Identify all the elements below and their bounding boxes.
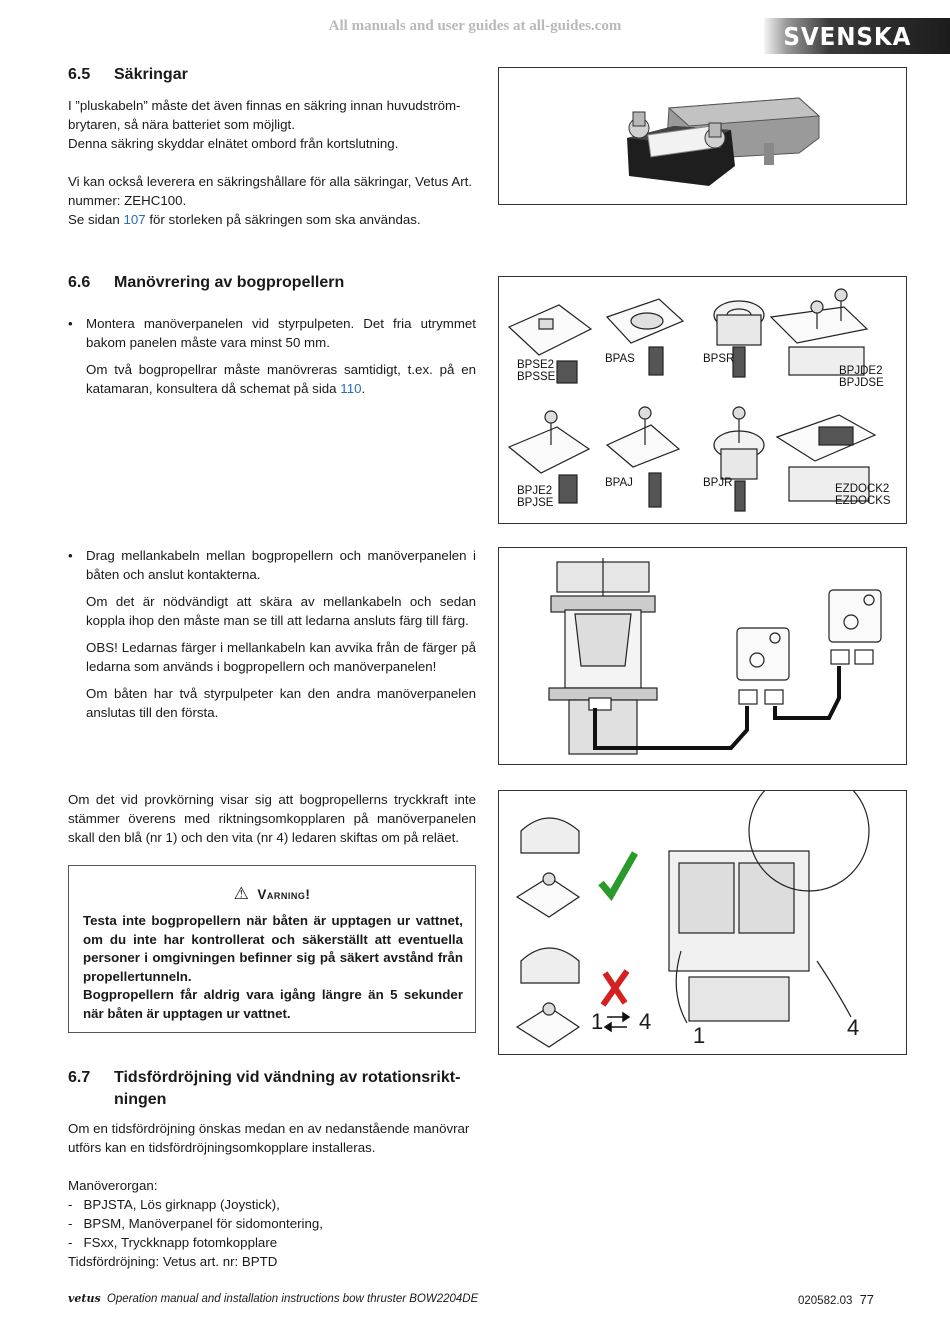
section-6-5-body [68,96,476,229]
bullet-dot: • [68,548,73,563]
list-item: - FSxx, Tryckknapp fotomkopplare [68,1235,278,1250]
bullet-subtext: Om båten har två styrpulpeter kan den andra manöverpanelen anslutas till den första. [86,686,476,720]
section-number: 6.6 [68,274,91,291]
watermark: All manuals and user guides at all-guides.com [328,18,622,34]
cable-connection-figure [498,547,907,765]
panel-label-bpjde: BPJDE2 BPJDSE [839,365,884,389]
section-title: Säkringar [114,66,188,83]
paragraph: Om en tidsfördröjning önskas medan en av nedanstående manövrar utförs kan en tidsfördröjningsomkopplare installeras. [68,1121,470,1155]
check-icon [601,853,635,895]
language-tab: SVENSKA [764,18,950,54]
footer-text: Operation manual and installation instructions bow thruster BOW2204DE [106,1293,479,1305]
section-6-7-heading [68,1067,460,1111]
paragraph: Se sidan 107 för storleken på säkringen som ska användas. [68,212,421,227]
section-6-7-body [68,1119,478,1271]
panel-label-bpaj: BPAJ [605,477,633,489]
panel-label-ezdock: EZDOCK2 EZDOCKS [835,483,891,507]
paragraph: I ”pluskabeln” måste det även finnas en säkring innan huvudström-brytaren, så nära batteriet som möjligt. [68,98,461,132]
list-item: - BPJSTA, Lös girknapp (Joystick), [68,1197,280,1212]
bullet-text: Drag mellankabeln mellan bogpropellern och manöverpanelen i båten och anslut kontakterna. [86,548,476,582]
list-item: - BPSM, Manöverpanel för sidomontering, [68,1216,323,1231]
bullet-item [68,314,476,398]
swap-label-1: 1 [591,1009,604,1034]
bullet-dot: • [68,316,73,331]
vetus-logo: vetus [68,1292,101,1305]
cable-connection-illustration [499,548,906,764]
swap-label-4: 4 [639,1009,652,1034]
section-6-5-heading [68,66,188,84]
bullet-subtext: OBS! Ledarnas färger i mellankabeln kan avvika från de färger på ledarna som används i bogpropellern och manöverpanelen! [86,640,476,674]
relay-swap-figure [498,790,907,1055]
paragraph: Om det vid provkörning visar sig att bogpropellerns tryckkraft inte stämmer överens med riktningsomkopplaren på manöverpanelen skall den blå (nr 1) och den vita (nr 4) ledaren skiftas om på reläet. [68,792,476,845]
paragraph: Denna säkring skyddar elnätet ombord från kortslutning. [68,136,399,151]
footer-right [798,1292,874,1307]
section-title: Manövrering av bogpropellern [114,274,345,291]
panel-label-bpse: BPSE2 BPSSE [517,359,556,383]
page-link[interactable]: 110 [340,381,362,396]
panel-label-bpsr: BPSR [703,353,735,365]
warning-title: ⚠ Varning! [233,884,311,903]
warning-triangle-icon: ⚠ [233,884,250,903]
doc-number: 020582.03 [798,1295,853,1307]
section-title-continued: ningen [114,1091,167,1108]
section-6-6-heading [68,274,344,292]
panel-label-bpje: BPJE2 BPJSE [517,485,554,509]
section-title: Tidsfördröjning vid vändning av rotationsrikt- [114,1069,461,1086]
paragraph: Tidsfördröjning: Vetus art. nr: BPTD [68,1254,278,1269]
wire-label-1: 1 [693,1023,706,1048]
paragraph: Vi kan också leverera en säkringshållare för alla säkringar, Vetus Art. nummer: ZEHC100. [68,174,473,208]
fuse-holder-figure [498,67,907,205]
control-panels-figure [498,276,907,524]
warning-text: Testa inte bogpropellern när båten är upptagen ur vattnet, om du inte har kontrollerat och säkerställt att eventuella personer i omgivningen befinner sig på säkert avstånd från propellertunneln. Bogpropellern får aldrig vara igång längre än 5 sekunder när båten är upptagen ur vattnet. [83,913,463,1021]
fuse-holder-illustration [499,68,906,204]
bullet-text: Montera manöverpanelen vid styrpulpeten. Det fria utrymmet bakom panelen måste vara minst 50 mm. [86,316,476,350]
bullet-subtext: Om det är nödvändigt att skära av mellankabeln och sedan koppla ihop den måste man se till att ledarna ansluts färg till färg. [86,594,476,628]
page-link[interactable]: 107 [123,212,146,227]
panel-label-bpas: BPAS [605,353,635,365]
wire-label-4: 4 [847,1015,860,1040]
footer-left [68,1292,478,1305]
list-title: Manöverorgan: [68,1178,158,1193]
relay-swap-illustration [499,791,906,1054]
warning-box [68,865,476,1033]
bullet-subtext: Om två bogpropellrar måste manövreras samtidigt, t.ex. på en katamaran, konsultera då schemat på sida 110. [86,362,476,396]
panel-label-bpjr: BPJR [703,477,733,489]
section-number: 6.5 [68,66,91,83]
bullet-item [68,546,476,722]
page-number: 77 [859,1292,875,1307]
section-number: 6.7 [68,1069,91,1086]
cross-icon [603,971,627,1005]
